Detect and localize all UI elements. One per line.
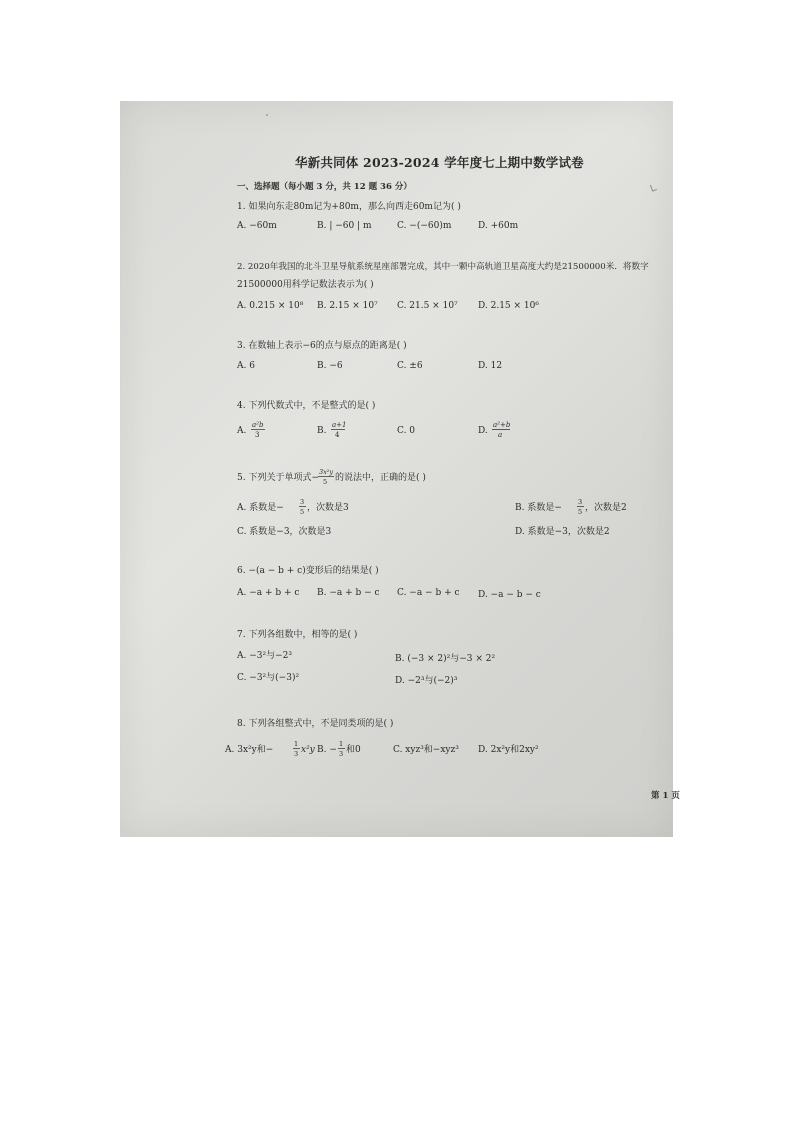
q8-option-d: D. 2x²y和2xy² <box>478 745 539 755</box>
q6-option-d: D. −a − b − c <box>478 590 541 600</box>
q2-option-a: A. 0.215 × 10⁸ <box>237 301 304 311</box>
q8-option-a-term: x²y <box>301 745 315 755</box>
q6-option-b: B. −a + b − c <box>317 588 380 598</box>
q5-option-b-denominator: 5 <box>578 508 583 516</box>
q8-option-a-numerator: 1 <box>294 740 299 748</box>
q5-option-b-degree: ，次数是2 <box>585 503 627 513</box>
q8-option-b: B. − <box>317 745 337 755</box>
q2-option-d: D. 2.15 × 10⁶ <box>478 301 539 311</box>
dust-speck <box>266 114 268 116</box>
q8-option-a-denominator: 3 <box>294 750 299 758</box>
q5-stem-denominator: 5 <box>323 478 328 486</box>
q3-option-d: D. 12 <box>478 361 503 371</box>
question-7-stem: 7. 下列各组数中，相等的是( ) <box>237 630 358 640</box>
q8-option-b-numerator: 1 <box>339 740 344 748</box>
q7-option-b: B. (−3 × 2)²与−3 × 2² <box>395 654 496 664</box>
question-5-stem-end: 的说法中，正确的是( ) <box>335 473 426 483</box>
q4-option-a-label: A. <box>237 426 247 436</box>
question-4-stem: 4. 下列代数式中，不是整式的是( ) <box>237 401 376 411</box>
q3-option-b: B. −6 <box>317 361 343 371</box>
q1-option-d: D. +60m <box>478 221 519 231</box>
q7-option-d: D. −2³与(−2)³ <box>395 676 458 686</box>
q1-option-b: B. | −60 | m <box>317 221 372 231</box>
page-number: 第 1 页 <box>651 791 680 801</box>
q5-option-a-numerator: 3 <box>300 498 305 506</box>
question-8-stem: 8. 下列各组整式中，不是同类项的是( ) <box>237 719 394 729</box>
exam-title: 华新共同体 2023-2024 学年度七上期中数学试卷 <box>295 155 584 170</box>
q1-option-c: C. −(−60)m <box>397 221 452 231</box>
q5-option-d: D. 系数是−3，次数是2 <box>515 527 610 537</box>
q8-option-b-denominator: 3 <box>339 750 344 758</box>
q8-options <box>222 735 672 763</box>
q8-option-b-term: 和0 <box>346 745 361 755</box>
scanned-exam-photo <box>120 101 680 837</box>
q2-option-c: C. 21.5 × 10⁷ <box>397 301 458 311</box>
q6-option-c: C. −a − b + c <box>397 588 460 598</box>
question-3-stem: 3. 在数轴上表示−6的点与原点的距离是( ) <box>237 341 407 351</box>
q4-option-b-numerator: a+1 <box>332 421 347 429</box>
question-6-stem: 6. −(a − b + c)变形后的结果是( ) <box>237 566 379 576</box>
q1-option-a: A. −60m <box>237 221 277 231</box>
question-5-stem: 5. 下列关于单项式− <box>237 473 319 483</box>
q5-option-b-numerator: 3 <box>578 498 583 506</box>
q4-option-d-label: D. <box>478 426 488 436</box>
q3-option-c: C. ±6 <box>397 361 423 371</box>
q4-option-c: C. 0 <box>397 426 416 436</box>
q7-option-a: A. −3²与−2³ <box>237 651 292 661</box>
question-2-stem-cont: 21500000用科学记数法表示为( ) <box>237 280 374 290</box>
q7-option-c: C. −3²与(−3)² <box>237 673 300 683</box>
q5-option-a-denominator: 5 <box>300 508 305 516</box>
q6-option-a: A. −a + b + c <box>237 588 300 598</box>
q5-stem-numerator: 3x²y <box>319 468 334 476</box>
section-heading: 一、选择题（每小题 3 分，共 12 题 36 分） <box>237 182 412 192</box>
q8-option-a: A. 3x²y和− <box>225 745 274 755</box>
question-5 <box>232 465 672 541</box>
q5-option-c: C. 系数是−3，次数是3 <box>237 527 332 537</box>
pen-mark <box>650 183 657 191</box>
question-1-stem: 1. 如果向东走80m记为+80m，那么向西走60m记为( ) <box>237 202 461 212</box>
q3-option-a: A. 6 <box>237 361 255 371</box>
q4-option-a-numerator: a²b <box>252 421 264 429</box>
q4-options <box>232 417 672 443</box>
q4-option-b-label: B. <box>317 426 327 436</box>
q4-option-d-denominator: a <box>498 431 503 439</box>
q5-option-b: B. 系数是− <box>515 503 562 513</box>
q5-option-a: A. 系数是− <box>237 503 284 513</box>
question-2-stem: 2. 2020年我国的北斗卫星导航系统星座部署完成，其中一颗中高轨道卫星高度大约是21500000米．将数字 <box>237 262 649 272</box>
q4-option-b-denominator: 4 <box>335 431 340 439</box>
q4-option-a-denominator: 3 <box>255 431 260 439</box>
q8-option-c: C. xyz³和−xyz³ <box>393 745 459 755</box>
q5-option-a-degree: ，次数是3 <box>307 503 349 513</box>
q4-option-d-numerator: a²+b <box>493 421 511 429</box>
q2-option-b: B. 2.15 × 10⁷ <box>317 301 378 311</box>
